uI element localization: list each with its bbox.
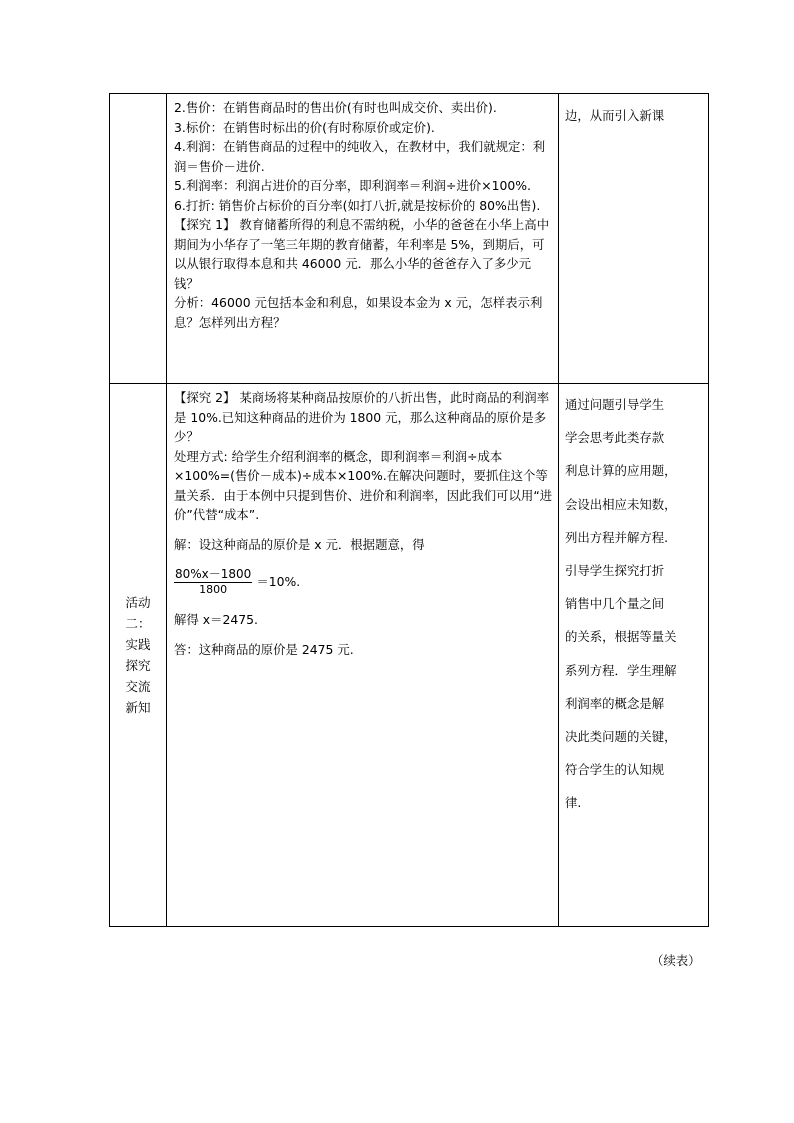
design-intent-line: 会设出相应未知数， [565, 496, 677, 512]
activity-label-cell [110, 384, 167, 927]
activity-label-line: 活动 [125, 595, 151, 610]
equation-rhs: ＝10%. [256, 574, 301, 590]
table-row [110, 384, 709, 927]
table-row [110, 94, 709, 384]
definition-selling-price: 2.售价：在销售商品时的售出价(有时也叫成交价、卖出价). [174, 100, 497, 115]
solve-result: 解得 x＝2475. [174, 612, 258, 627]
equation [174, 564, 553, 600]
solution-intro: 解：设这种商品的原价是 x 元．根据题意，得 [174, 536, 425, 552]
fraction-denominator: 1800 [199, 583, 228, 596]
exploration-2: 【探究 2】 某商场将某种商品按原价的八折出售，此时商品的利润率是 10%.已知这种商品的进价为 1800 元，那么这种商品的原价是多少？ [174, 390, 550, 444]
activity-label-line: 二： [125, 616, 151, 631]
analysis-text: 分析：46000 元包括本金和利息，如果设本金为 x 元，怎样表示利息？怎样列出方程？ [174, 295, 543, 330]
design-intent-line: 的关系，根据等量关 [565, 629, 677, 645]
method-text: 处理方式: 给学生介绍利润率的概念，即利润率＝利润÷成本×100%=(售价－成本)÷成本×100%.在解决问题时，要抓住这个等量关系．由于本例中只提到售价、进价和利润率，因此我们可以用“进价”代替“成本”. [174, 448, 553, 522]
design-intent-cell [559, 384, 709, 927]
content-cell [167, 94, 559, 384]
activity-label-cell-empty [110, 94, 167, 384]
definition-discount: 6.打折: 销售价占标价的百分率(如打八折,就是按标价的 80%出售). [174, 197, 541, 213]
activity-label-line: 实践 [125, 637, 151, 652]
design-intent-line: 利息计算的应用题， [565, 463, 677, 479]
design-intent-line: 系列方程．学生理解 [565, 662, 677, 678]
design-intent-cell [559, 94, 709, 384]
design-intent-line: 销售中几个量之间 [565, 596, 665, 612]
continued-table-label: （续表） [651, 953, 701, 968]
answer-text: 答：这种商品的原价是 2475 元. [174, 641, 354, 657]
design-intent-line: 列出方程并解方程. [565, 529, 669, 545]
design-intent-line: 学会思考此类存款 [565, 430, 665, 446]
activity-label-line: 新知 [125, 700, 151, 715]
definition-profit: 4.利润：在销售商品的过程中的纯收入，在教材中，我们就规定：利润＝售价－进价. [174, 139, 546, 174]
equation-fraction [174, 567, 252, 597]
design-intent-line: 利润率的概念是解 [565, 695, 665, 711]
content-cell [167, 384, 559, 927]
design-intent-line: 律. [565, 795, 582, 811]
design-intent-line: 通过问题引导学生 [565, 397, 665, 412]
design-intent-text: 边，从而引入新课 [565, 108, 665, 123]
definition-marked-price: 3.标价：在销售时标出的价(有时称原价或定价). [174, 119, 435, 135]
design-intent-line: 符合学生的认知规 [565, 762, 665, 778]
exploration-1: 【探究 1】 教育储蓄所得的利息不需纳税，小华的爸爸在小华上高中期间为小华存了一笔三年期的教育储蓄，年利率是 5%，到期后，可以从银行取得本息和共 46000 元．那么小华的爸爸存入了多少元钱？ [174, 217, 550, 291]
design-intent-line: 引导学生探究打折 [565, 563, 665, 579]
design-intent-line: 决此类问题的关键， [565, 729, 677, 745]
definition-profit-rate: 5.利润率：利润占进价的百分率，即利润率＝利润÷进价×100%. [174, 178, 531, 193]
lesson-plan-table [109, 93, 709, 927]
activity-label-line: 探究 [125, 658, 151, 673]
activity-label-line: 交流 [125, 679, 151, 694]
fraction-numerator: 80%x－1800 [175, 567, 252, 581]
